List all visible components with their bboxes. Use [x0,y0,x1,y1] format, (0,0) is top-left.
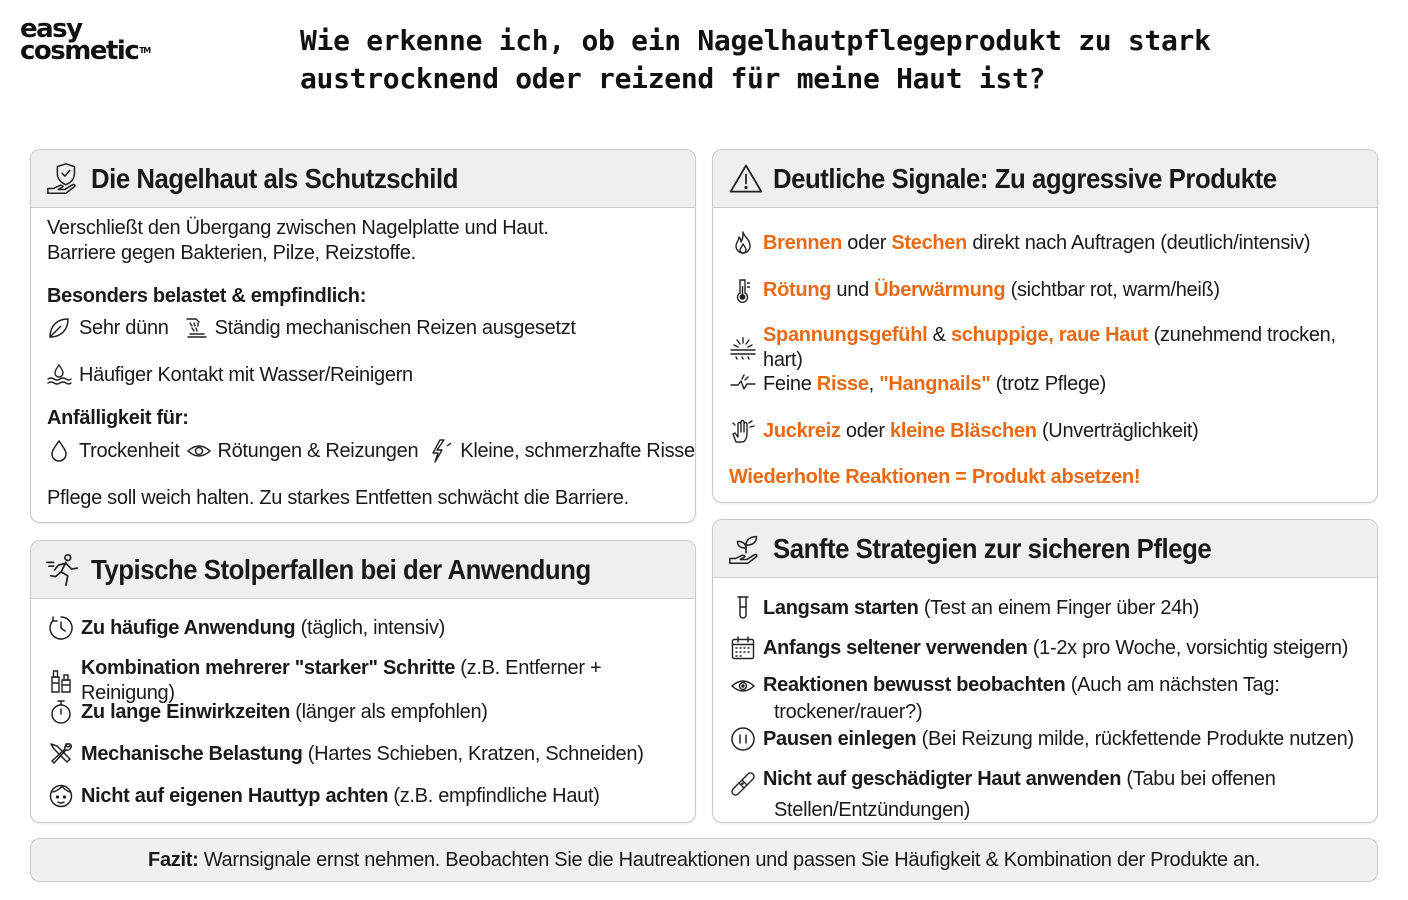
card-pitfalls [30,540,696,823]
signal-itching-a: Juckreiz [763,419,841,442]
signal-burning-a: Brennen [763,231,843,254]
signal-redness-a: Rötung [763,278,832,301]
signal-tension-b: & [927,324,951,346]
signal-itching [729,417,1199,445]
item-water: Häufiger Kontakt mit Wasser/Reinigern [79,363,413,386]
signal-redness [729,276,1220,304]
strategy-observe-line2: trockener/rauer?) [774,701,923,723]
pause-icon [729,725,757,753]
pitfall-combination-bold: Kombination mehrerer "starker" Schritte [81,657,456,679]
strategy-start-slow-bold: Langsam starten [763,596,919,619]
tools-icon [47,740,75,768]
title-line1: Wie erkenne ich, ob ein Nagelhautpflegeprodukt zu stark [300,24,1211,57]
strategy-pause-rest: (Bei Reizung milde, rückfettende Produkte nutzen) [916,727,1354,750]
strategy-observe-bold: Reaktionen bewusst beobachten [763,673,1066,696]
skin-tension-icon [729,334,757,362]
item-redness: Rötungen & Reizungen [217,439,419,462]
strategy-observe-rest: (Auch am nächsten Tag: [1065,673,1280,696]
card1-intro1: Verschließt den Übergang zwischen Nagelplatte und Haut. [47,217,549,239]
sprout-hand-icon [727,530,765,568]
card1-subheading-sensitive: Besonders belastet & empfindlich: [47,285,367,307]
list-item [45,437,695,465]
strategy-less-often [729,634,1348,662]
list-item [45,361,413,389]
pitfall-duration [47,698,488,726]
strategy-pause-bold: Pausen einlegen [763,727,917,750]
bottles-icon [47,667,75,695]
strategy-less-often-rest: (1-2x pro Woche, vorsichtig steigern) [1027,636,1349,659]
card-protective-shield [30,149,696,523]
strategy-no-damaged-skin-bold: Nicht auf geschädigter Haut anwenden [763,767,1122,790]
signal-cracks [729,370,1106,398]
item-cracks: Kleine, schmerzhafte Risse [460,439,695,462]
signal-cracks-d: "Hangnails" [879,372,991,395]
skin-crack-icon [729,370,757,398]
item-thin: Sehr dünn [79,316,169,339]
card4-heading: Sanfte Strategien zur sicheren Pflege [773,532,1212,564]
card1-intro2: Barriere gegen Bakterien, Pilze, Reizstoffe. [47,242,416,264]
strategy-no-damaged-skin [729,760,1369,823]
pitfall-frequency [47,614,445,642]
signal-cracks-e: (trotz Pflege) [990,372,1106,395]
card2-heading: Deutliche Signale: Zu aggressive Produkte [773,162,1277,194]
strategy-no-damaged-skin-line2: Stellen/Entzündungen) [774,799,971,821]
strategy-no-damaged-skin-rest: (Tabu bei offenen [1121,767,1276,790]
card-strategies [712,519,1378,823]
shower-icon [183,314,211,342]
clock-icon [47,614,75,642]
signal-tension [729,323,1377,373]
signal-tension-a: Spannungsgefühl [763,324,928,346]
card4-header [713,520,1377,578]
warning-triangle-icon [727,160,765,198]
list-item [45,314,576,342]
card3-heading: Typische Stolperfallen bei der Anwendung [91,553,591,585]
pitfall-mechanical-rest: (Hartes Schieben, Kratzen, Schneiden) [302,742,644,765]
pitfall-duration-rest: (länger als empfohlen) [290,700,488,723]
face-icon [47,782,75,810]
card1-heading: Die Nagelhaut als Schutzschild [91,162,458,194]
flame-icon [729,229,757,257]
eye-icon [729,672,757,700]
signal-burning-d: direkt nach Auftragen (deutlich/intensiv) [967,231,1311,254]
signal-cracks-b: Risse [816,372,869,395]
conclusion-label: Fazit: [148,848,199,871]
pitfall-skin-type-bold: Nicht auf eigenen Hauttyp achten [81,784,389,807]
strategy-less-often-bold: Anfangs seltener verwenden [763,636,1028,659]
card1-footer: Pflege soll weich halten. Zu starkes Entfetten schwächt die Barriere. [47,487,629,509]
signal-redness-b: und [831,278,875,301]
running-figure-icon [45,551,83,589]
signal-redness-c: Überwärmung [874,278,1006,301]
card1-header [31,150,695,208]
title-line2: austrocknend oder reizend für meine Haut ist? [300,62,1046,95]
crack-icon [426,437,454,465]
warning-stop-product: Wiederholte Reaktionen = Produkt absetzen! [729,466,1141,488]
item-mechanical: Ständig mechanischen Reizen ausgesetzt [214,316,576,339]
logo-line2: cosmetic [20,36,139,66]
leaf-icon [45,314,73,342]
strategy-start-slow-rest: (Test an einem Finger über 24h) [918,596,1200,619]
shield-hand-icon [45,160,83,198]
signal-tension-c: schuppige, raue Haut [950,324,1149,346]
itch-hand-icon [729,417,757,445]
test-tube-icon [729,594,757,622]
card1-subheading-susceptible: Anfälligkeit für: [47,407,189,429]
thermometer-icon [729,276,757,304]
droplet-icon [45,437,73,465]
pitfall-frequency-bold: Zu häufige Anwendung [81,616,296,639]
water-wave-icon [45,361,73,389]
signal-itching-b: oder [840,419,890,442]
pitfall-skin-type-rest: (z.B. empfindliche Haut) [388,784,600,807]
signal-redness-d: (sichtbar rot, warm/heiß) [1005,278,1220,301]
signal-itching-d: (Unverträglichkeit) [1036,419,1199,442]
pitfall-combination-rest: (z.B. Entferner + Reinigung) [81,657,602,704]
bandage-icon [729,770,757,798]
conclusion-box [30,838,1378,882]
logo-tm: TM [139,46,150,55]
pitfall-duration-bold: Zu lange Einwirkzeiten [81,700,290,723]
signal-tension-d: (zunehmend trocken, hart) [763,324,1336,371]
pitfall-mechanical [47,740,644,768]
pitfall-frequency-rest: (täglich, intensiv) [295,616,445,639]
item-dryness: Trockenheit [79,439,180,462]
signal-cracks-c: , [868,372,880,395]
signal-burning [729,229,1310,257]
eye-icon [185,437,213,465]
pitfall-skin-type [47,782,600,810]
stopwatch-icon [47,698,75,726]
card-warning-signals [712,149,1378,503]
signal-cracks-a: Feine [763,372,817,395]
signal-burning-b: oder [842,231,892,254]
signal-burning-c: Stechen [891,231,968,254]
pitfall-mechanical-bold: Mechanische Belastung [81,742,303,765]
page-title [300,22,1300,98]
strategy-observe [729,670,1369,725]
strategy-pause [729,725,1354,753]
brand-logo [20,14,180,68]
logo-line1: easy [20,14,82,44]
signal-itching-c: kleine Bläschen [890,419,1037,442]
conclusion-text: Warnsignale ernst nehmen. Beobachten Sie die Hautreaktionen und passen Sie Häufigkeit & Kombination der Produkte an. [198,848,1260,871]
card3-header [31,541,695,599]
strategy-start-slow [729,594,1199,622]
card2-header [713,150,1377,208]
calendar-icon [729,634,757,662]
